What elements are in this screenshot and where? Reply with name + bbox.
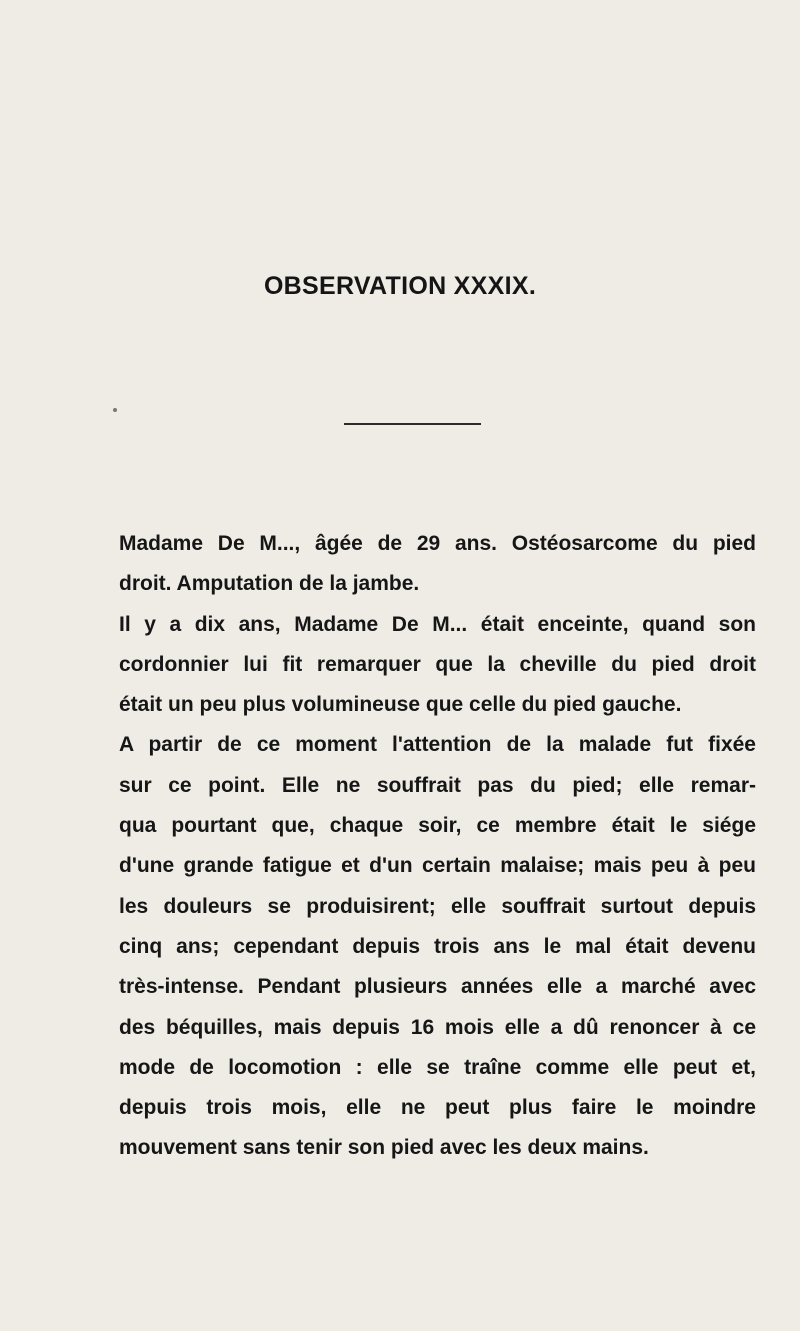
page-title: OBSERVATION XXXIX. <box>263 272 537 300</box>
text-line: d'une grande fatigue et d'un certain malaise; mais peu à peu <box>119 854 756 878</box>
speck-mark <box>113 408 117 412</box>
text-line: qua pourtant que, chaque soir, ce membre était le siége <box>119 814 756 838</box>
text-line: cinq ans; cependant depuis trois ans le mal était devenu <box>119 934 756 958</box>
text-line: A partir de ce moment l'attention de la malade fut fixée <box>119 733 756 757</box>
text-line: sur ce point. Elle ne souffrait pas du pied; elle remar- <box>119 773 756 797</box>
text-line: mouvement sans tenir son pied avec les deux mains. <box>119 1136 649 1160</box>
text-line: les douleurs se produisirent; elle souffrait surtout depuis <box>119 894 756 918</box>
title-divider <box>344 423 481 425</box>
paragraph-2 <box>119 605 756 726</box>
text-line: Il y a dix ans, Madame De M... était enceinte, quand son <box>119 612 756 636</box>
text-line: depuis trois mois, elle ne peut plus faire le moindre <box>119 1096 756 1120</box>
text-line: Madame De M..., âgée de 29 ans. Ostéosarcome du pied <box>119 532 756 555</box>
text-line: très-intense. Pendant plusieurs années elle a marché avec <box>119 975 756 999</box>
text-line: mode de locomotion : elle se traîne comme elle peut et, <box>119 1055 756 1079</box>
text-line: droit. Amputation de la jambe. <box>119 572 420 596</box>
text-line: des béquilles, mais depuis 16 mois elle a dû renoncer à ce <box>119 1015 756 1039</box>
paragraph-3 <box>119 725 756 1168</box>
body-text <box>119 524 756 1169</box>
text-line: était un peu plus volumineuse que celle du pied gauche. <box>119 693 682 717</box>
paragraph-1 <box>119 524 756 605</box>
text-line: cordonnier lui fit remarquer que la cheville du pied droit <box>119 652 756 676</box>
